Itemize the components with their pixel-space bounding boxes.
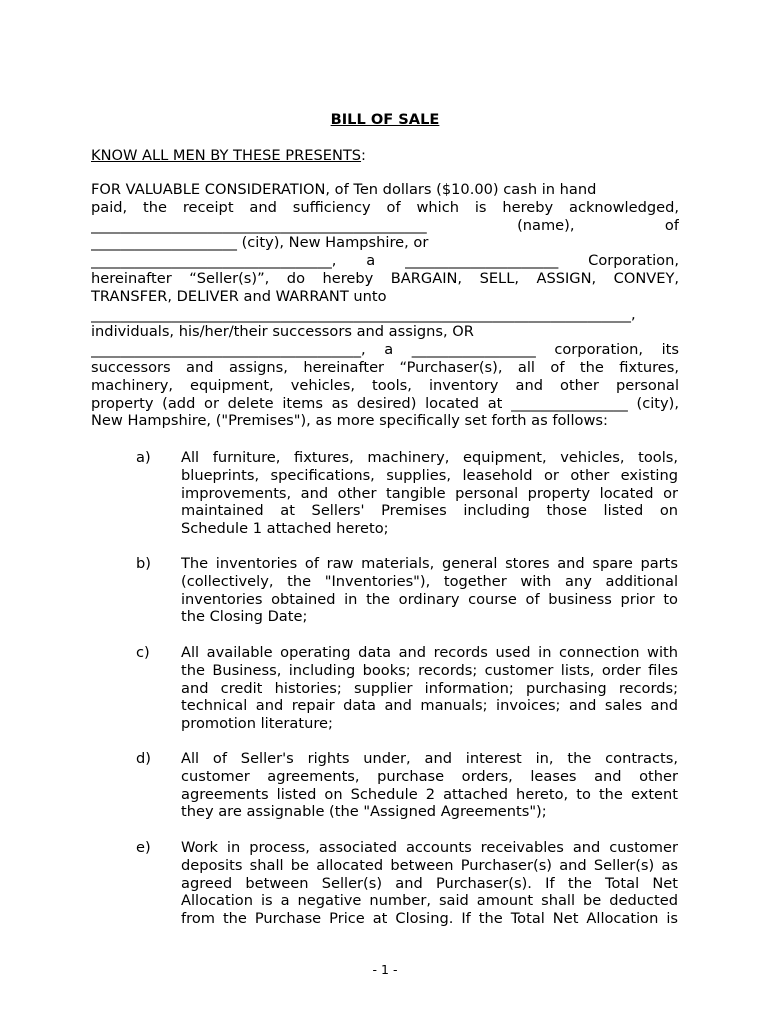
intro-heading: KNOW ALL MEN BY THESE PRESENTS bbox=[91, 147, 362, 164]
list-item-text bbox=[181, 839, 678, 928]
list-item-line: maintained at Sellers' Premises including those listed on bbox=[181, 502, 678, 520]
list-item-line: agreements listed on Schedule 2 attached hereto, to the extent bbox=[181, 785, 678, 803]
list-item-line: Allocation is a negative number, said amount shall be deducted bbox=[181, 892, 678, 910]
list-item-line: All available operating data and records used in connection with bbox=[181, 644, 678, 661]
consideration-paragraph bbox=[91, 181, 679, 430]
paragraph-line: __________________________________________________________________________, bbox=[91, 305, 636, 323]
list-item-line: the Business, including books; records; customer lists, order files bbox=[181, 661, 678, 679]
paragraph-line: hereinafter “Seller(s)”, do hereby BARGAIN, SELL, ASSIGN, CONVEY, bbox=[91, 269, 679, 287]
paragraph-line: paid, the receipt and sufficiency of which is hereby acknowledged, bbox=[91, 198, 679, 216]
list-item-line: Schedule 1 attached hereto; bbox=[181, 520, 389, 538]
page-number: - 1 - bbox=[372, 962, 398, 977]
list-item-line: improvements, and other tangible personal property located or bbox=[181, 484, 678, 502]
paragraph-line: _____________________________________, a _________________ corporation, its bbox=[91, 341, 679, 359]
list-item-line: customer agreements, purchase orders, leases and other bbox=[181, 767, 678, 785]
list-item-letter: c) bbox=[136, 644, 150, 661]
paragraph-line: property (add or delete items as desired) located at ________________ (city), bbox=[91, 394, 679, 412]
list-item-line: deposits shall be allocated between Purchaser(s) and Seller(s) as bbox=[181, 856, 678, 874]
list-item-letter: d) bbox=[136, 750, 151, 767]
paragraph-line: _________________________________, a _____________________ Corporation, bbox=[91, 252, 679, 270]
document-title: BILL OF SALE bbox=[330, 111, 440, 128]
paragraph-line: machinery, equipment, vehicles, tools, inventory and other personal bbox=[91, 376, 679, 394]
list-item-line: All of Seller's rights under, and interest in, the contracts, bbox=[181, 750, 678, 767]
list-item-line: Work in process, associated accounts receivables and customer bbox=[181, 839, 678, 856]
list-item-letter: b) bbox=[136, 555, 151, 572]
list-item-line: inventories obtained in the ordinary course of business prior to bbox=[181, 590, 678, 608]
list-item-line: the Closing Date; bbox=[181, 608, 308, 626]
list-item-text bbox=[181, 449, 678, 538]
list-item-text bbox=[181, 644, 678, 733]
list-item-line: from the Purchase Price at Closing. If the Total Net Allocation is bbox=[181, 910, 678, 928]
paragraph-line: ______________________________________________ (name), of bbox=[91, 216, 679, 234]
list-item-line: (collectively, the "Inventories"), together with any additional bbox=[181, 572, 678, 590]
paragraph-line: individuals, his/her/their successors and assigns, OR bbox=[91, 323, 474, 341]
intro-colon: : bbox=[361, 147, 366, 164]
list-item-line: and credit histories; supplier information; purchasing records; bbox=[181, 679, 678, 697]
paragraph-line: New Hampshire, ("Premises"), as more specifically set forth as follows: bbox=[91, 412, 608, 430]
list-item-letter: e) bbox=[136, 839, 151, 856]
paragraph-line: successors and assigns, hereinafter “Purchaser(s), all of the fixtures, bbox=[91, 358, 679, 376]
list-item-line: promotion literature; bbox=[181, 715, 333, 733]
intro-line bbox=[91, 147, 679, 165]
list-item-line: blueprints, specifications, supplies, leasehold or other existing bbox=[181, 466, 678, 484]
list-item-line: The inventories of raw materials, general stores and spare parts bbox=[181, 555, 678, 572]
list-item-line: they are assignable (the "Assigned Agreements"); bbox=[181, 803, 547, 821]
list-item-letter: a) bbox=[136, 449, 151, 466]
paragraph-line: TRANSFER, DELIVER and WARRANT unto bbox=[91, 287, 387, 305]
list-item-text bbox=[181, 555, 678, 626]
paragraph-line: ____________________ (city), New Hampshire, or bbox=[91, 234, 429, 252]
list-item-line: agreed between Seller(s) and Purchaser(s). If the Total Net bbox=[181, 874, 678, 892]
paragraph-line: FOR VALUABLE CONSIDERATION, of Ten dollars ($10.00) cash in hand bbox=[91, 181, 597, 198]
list-item-line: technical and repair data and manuals; invoices; and sales and bbox=[181, 697, 678, 715]
list-item-text bbox=[181, 750, 678, 821]
list-item-line: All furniture, fixtures, machinery, equipment, vehicles, tools, bbox=[181, 449, 678, 466]
